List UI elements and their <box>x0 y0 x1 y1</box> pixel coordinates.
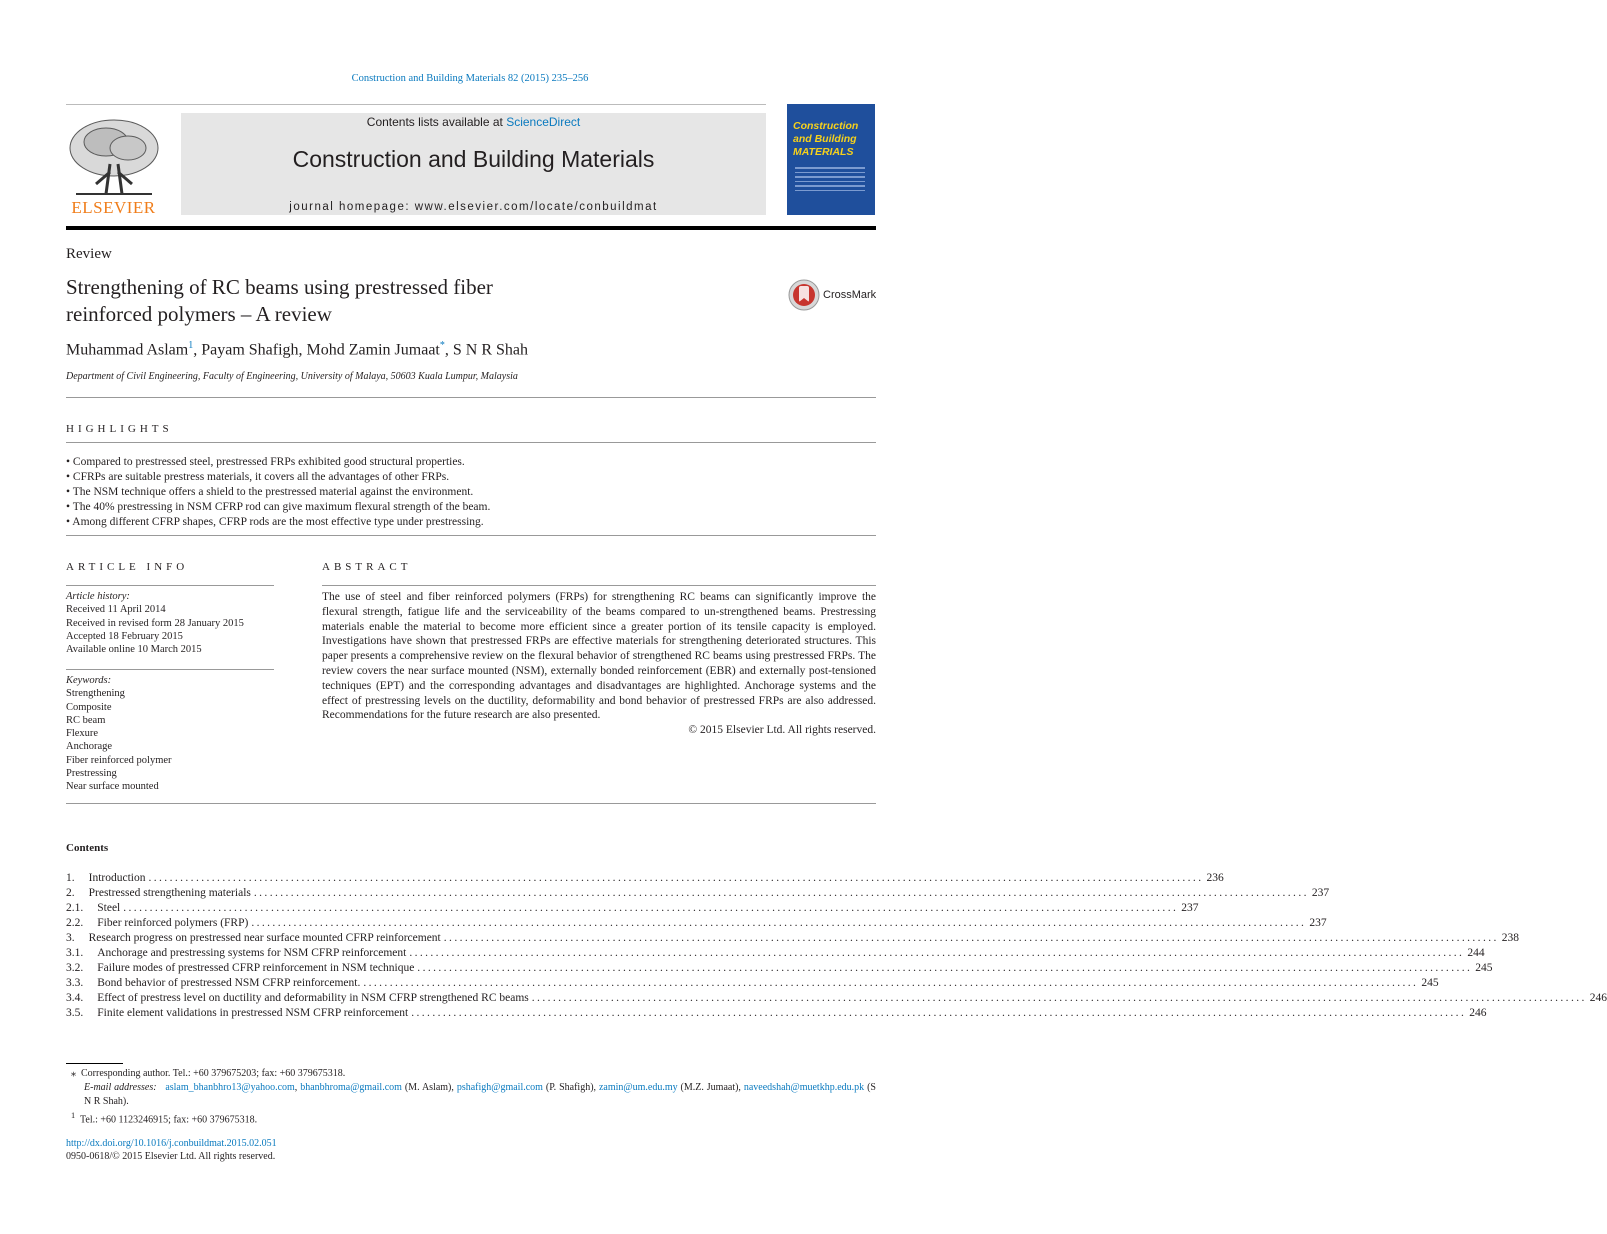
journal-homepage[interactable]: journal homepage: www.elsevier.com/locate/conbuildmat <box>289 201 658 213</box>
author-name[interactable]: Mohd Zamin Jumaat <box>306 341 440 359</box>
keyword: Prestressing <box>66 768 117 780</box>
divider <box>66 585 274 586</box>
keyword: Fiber reinforced polymer <box>66 754 172 766</box>
toc-title[interactable]: Research progress on prestressed near surface mounted CFRP reinforcement <box>88 932 441 944</box>
divider <box>322 585 876 586</box>
toc-title[interactable]: Introduction <box>88 872 146 884</box>
toc-number: 2.1. <box>66 902 84 914</box>
toc-page[interactable]: 238 <box>1501 932 1520 944</box>
divider <box>66 397 876 398</box>
toc-leader: ........................................................................................................................................................................................................ <box>531 992 1587 1004</box>
toc-title[interactable]: Fiber reinforced polymers (FRP) <box>97 917 249 929</box>
elsevier-tree-logo <box>66 114 162 198</box>
keyword: Anchorage <box>66 741 113 753</box>
keyword: Strengthening <box>66 688 125 700</box>
toc-number: 3.2. <box>66 962 84 974</box>
keyword: Composite <box>66 701 112 713</box>
email-owner: (P. Shafigh), <box>542 1082 599 1093</box>
toc-number: 3. <box>66 932 75 944</box>
corresponding-author-note: ⁎ Corresponding author. Tel.: +60 379675203; fax: +60 379675318. <box>66 1068 346 1079</box>
article-type: Review <box>66 246 112 262</box>
cover-text-lines <box>795 167 865 194</box>
toc-number: 2.2. <box>66 917 84 929</box>
toc-page[interactable]: 245 <box>1475 962 1493 974</box>
history-entry: Received in revised form 28 January 2015 <box>66 617 244 629</box>
toc-title[interactable]: Anchorage and prestressing systems for NSM CFRP reinforcement <box>97 947 407 959</box>
abstract-text: The use of steel and fiber reinforced polymers (FRPs) for strengthening RC beams can significantly improve the flexural strength, fatigue life and the serviceability of the beams compared to un-strengthened beams. Prestressing materials enable the material to become more efficient since a greater portion of its tensile capacity is employed. Investigations have shown that prestressed FRPs are effective materials for strengthening deteriorated structures. This paper presents a comprehensive review on the flexural behavior of strengthened RC beams using prestressed FRPs. The review covers the near surface mounted (NSM), externally bonded reinforcement (EBR) and externally post-tensioned techniques (EPT) and the corresponding advantages and disadvantages are highlighted. Anchorage systems and the effect of prestressing levels on the ductility, deformability and bond behavior of prestressed FRPs are also addressed. Recommendations for the future research are also presented. <box>322 591 876 722</box>
history-entry: Accepted 18 February 2015 <box>66 630 183 642</box>
toc-leader: ........................................................................................................................................................................................................ <box>251 917 1307 929</box>
highlight-item: • The 40% prestressing in NSM CFRP rod can give maximum flexural strength of the beam. <box>66 500 490 515</box>
toc-leader: ........................................................................................................................................................................................................ <box>417 962 1473 974</box>
toc-number: 3.4. <box>66 992 84 1004</box>
toc-leader: ........................................................................................................................................................................................................ <box>253 887 1309 899</box>
email-link[interactable]: bhanbhroma@gmail.com <box>300 1082 402 1093</box>
toc-leader: ........................................................................................................................................................................................................ <box>443 932 1499 944</box>
email-label: E-mail addresses: <box>84 1082 157 1093</box>
toc-entry[interactable] <box>66 961 1493 976</box>
article-info-heading: ARTICLE INFO <box>66 561 189 573</box>
cover-title <box>793 120 858 159</box>
highlights-list <box>66 455 490 530</box>
footnote-1 <box>66 1109 876 1127</box>
article-title-line: Strengthening of RC beams using prestressed fiber <box>66 275 493 299</box>
toc-entry[interactable] <box>66 1006 1487 1021</box>
toc-page[interactable]: 237 <box>1311 887 1330 899</box>
contents-heading: Contents <box>66 842 109 854</box>
abstract <box>322 590 876 738</box>
keywords-label: Keywords: <box>66 675 112 686</box>
email-owner: , <box>294 1082 301 1093</box>
toc-title[interactable]: Bond behavior of prestressed NSM CFRP reinforcement. <box>97 977 361 989</box>
journal-cover <box>787 104 875 215</box>
toc-page[interactable]: 246 <box>1589 992 1607 1004</box>
journal-citation[interactable]: Construction and Building Materials 82 (2015) 235–256 <box>351 73 589 84</box>
cover-title-line: Construction <box>793 120 859 132</box>
contents-available <box>181 115 766 129</box>
toc-title[interactable]: Steel <box>97 902 121 914</box>
toc-number: 3.5. <box>66 1007 84 1019</box>
footnotes <box>66 1067 876 1127</box>
toc-page[interactable]: 244 <box>1467 947 1485 959</box>
toc-page[interactable]: 246 <box>1469 1007 1487 1019</box>
email-link[interactable]: naveedshah@muetkhp.edu.pk <box>743 1082 865 1093</box>
email-owner: (M.Z. Jumaat), <box>677 1082 744 1093</box>
keyword: Near surface mounted <box>66 781 159 793</box>
email-addresses <box>66 1081 876 1109</box>
email-owner: (M. Aslam), <box>401 1082 457 1093</box>
divider <box>66 442 876 443</box>
crossmark-label[interactable]: CrossMark <box>823 289 877 301</box>
divider <box>66 669 274 670</box>
toc-entry[interactable] <box>66 931 1520 946</box>
author-footnote-mark[interactable]: 1 <box>188 340 194 351</box>
toc-page[interactable]: 237 <box>1309 917 1327 929</box>
page-footer <box>66 1137 277 1163</box>
history-entry: Received 11 April 2014 <box>66 604 166 616</box>
sciencedirect-link[interactable]: ScienceDirect <box>506 115 581 129</box>
issn-line: 0950-0618/© 2015 Elsevier Ltd. All rights reserved. <box>66 1151 276 1162</box>
email-link[interactable]: pshafigh@gmail.com <box>456 1082 543 1093</box>
header-thick-rule <box>66 226 876 230</box>
email-owner: (S N R Shah). <box>84 1082 876 1107</box>
corresponding-author-text: Corresponding author. Tel.: +60 379675203; fax: +60 379675318. <box>81 1068 346 1079</box>
toc-number: 2. <box>66 887 75 899</box>
cover-title-line: MATERIALS <box>793 146 854 158</box>
keywords <box>66 674 274 794</box>
toc-leader: ........................................................................................................................................................................................................ <box>123 902 1179 914</box>
toc-entry[interactable] <box>66 901 1199 916</box>
author-footnote-mark[interactable]: * <box>439 340 445 351</box>
divider <box>66 535 876 536</box>
divider <box>66 803 876 804</box>
highlight-item: • Compared to prestressed steel, prestressed FRPs exhibited good structural properties. <box>66 455 490 470</box>
toc-page[interactable]: 237 <box>1181 902 1199 914</box>
email-link[interactable]: zamin@um.edu.my <box>598 1082 678 1093</box>
toc-number: 3.3. <box>66 977 84 989</box>
author-name[interactable]: Payam Shafigh <box>201 341 299 359</box>
toc-title[interactable]: Finite element validations in prestressed NSM CFRP reinforcement <box>97 1007 409 1019</box>
toc-title[interactable]: Failure modes of prestressed CFRP reinforcement in NSM technique <box>97 962 415 974</box>
keyword: RC beam <box>66 714 106 726</box>
elsevier-wordmark: ELSEVIER <box>71 198 156 217</box>
article-title-line: reinforced polymers – A review <box>66 302 332 326</box>
toc-title[interactable]: Effect of prestress level on ductility and deformability in NSM CFRP strengthened RC beams <box>97 992 529 1004</box>
article-title <box>66 274 626 328</box>
author-list: Muhammad Aslam$^1$, Payam Shafigh, Mohd Zamin Jumaat*, S N R Shah <box>66 340 528 359</box>
abstract-heading: ABSTRACT <box>322 561 412 573</box>
contents-available-text: Contents lists available at <box>366 115 507 129</box>
history-entry: Available online 10 March 2015 <box>66 644 202 656</box>
toc-leader: ........................................................................................................................................................................................................ <box>411 1007 1467 1019</box>
author-name[interactable]: Muhammad Aslam <box>66 341 189 359</box>
keyword: Flexure <box>66 728 99 740</box>
toc-title[interactable]: Prestressed strengthening materials <box>88 887 251 899</box>
toc-entry[interactable] <box>66 916 1327 931</box>
table-of-contents <box>66 871 1607 1021</box>
toc-leader: ........................................................................................................................................................................................................ <box>148 872 1204 884</box>
highlight-item: • CFRPs are suitable prestress materials, it covers all the advantages of other FRPs. <box>66 470 490 485</box>
journal-title: Construction and Building Materials <box>292 146 655 172</box>
toc-number: 3.1. <box>66 947 84 959</box>
email-list <box>84 1082 876 1107</box>
crossmark-icon[interactable] <box>788 279 820 311</box>
email-link[interactable]: aslam_bhanbhro13@yahoo.com <box>165 1082 295 1093</box>
affiliation: Department of Civil Engineering, Faculty of Engineering, University of Malaya, 50603 Kuala Lumpur, Malaysia <box>66 371 518 382</box>
toc-page[interactable]: 236 <box>1206 872 1224 884</box>
toc-page[interactable]: 245 <box>1421 977 1439 989</box>
header-divider <box>66 104 766 105</box>
toc-number: 1. <box>66 872 75 884</box>
highlight-item: • The NSM technique offers a shield to the prestressed material against the environment. <box>66 485 490 500</box>
toc-entry[interactable] <box>66 946 1485 961</box>
toc-entry[interactable] <box>66 991 1607 1006</box>
doi-link[interactable]: http://dx.doi.org/10.1016/j.conbuildmat.2015.02.051 <box>66 1138 277 1149</box>
article-history-label: Article history: <box>66 591 130 602</box>
highlight-item: • Among different CFRP shapes, CFRP rods are the most effective type under prestressing. <box>66 515 490 530</box>
toc-entry[interactable] <box>66 976 1439 991</box>
toc-entry[interactable] <box>66 871 1224 886</box>
footnote-rule <box>66 1063 123 1064</box>
toc-leader: ........................................................................................................................................................................................................ <box>363 977 1419 989</box>
footnote-1-text: Tel.: +60 1123246915; fax: +60 379675318. <box>80 1114 258 1126</box>
toc-entry[interactable] <box>66 886 1330 901</box>
abstract-copyright: © 2015 Elsevier Ltd. All rights reserved. <box>688 724 876 737</box>
highlights-heading: HIGHLIGHTS <box>66 423 173 435</box>
toc-leader: ........................................................................................................................................................................................................ <box>409 947 1465 959</box>
footnote-1-mark: 1 <box>71 1111 76 1120</box>
author-name[interactable]: S N R Shah <box>452 341 528 359</box>
cover-title-line: and Building <box>793 133 857 145</box>
article-history <box>66 590 274 656</box>
